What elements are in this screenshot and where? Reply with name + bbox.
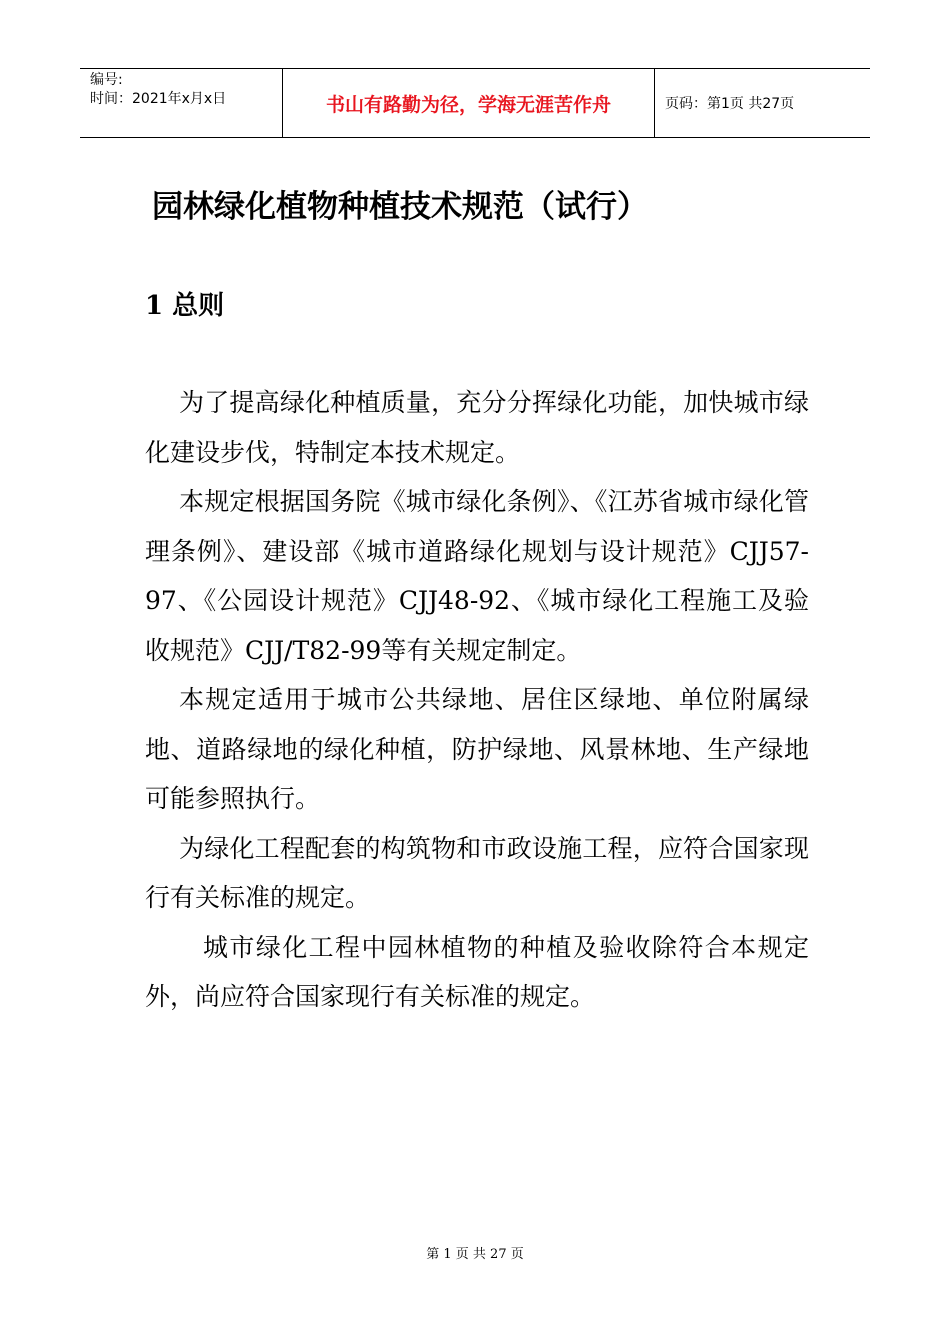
header-page-info: 页码：第1页 共27页	[665, 96, 795, 112]
paragraph: 为绿化工程配套的构筑物和市政设施工程，应符合国家现行有关标准的规定。	[145, 833, 809, 912]
paragraph: 为了提高绿化种植质量，充分分挥绿化功能，加快城市绿化建设步伐，特制定本技术规定。	[145, 388, 809, 467]
document-title: 园林绿化植物种植技术规范（试行）	[152, 189, 648, 225]
document-date-label: 时间：2021年x月x日	[90, 91, 227, 107]
document-header	[80, 68, 870, 138]
header-motto: 书山有路勤为径，学海无涯苦作舟	[325, 93, 611, 116]
header-motto-cell	[282, 69, 655, 137]
document-number-label: 编号:	[90, 72, 123, 88]
section-heading: 1 总则	[145, 291, 225, 321]
paragraph: 本规定根据国务院《城市绿化条例》、《江苏省城市绿化管理条例》、建设部《城市道路绿化规划与设计规范》CJJ57-97、《公园设计规范》CJJ48-92、《城市绿化工程施工及验收规范》CJJ/T82-99等有关规定制定。	[145, 487, 809, 665]
document-body	[145, 378, 809, 1022]
paragraph: 城市绿化工程中园林植物的种植及验收除符合本规定外，尚应符合国家现行有关标准的规定。	[145, 932, 809, 1011]
header-page-cell	[655, 69, 870, 137]
header-meta-cell	[80, 69, 282, 137]
page-footer: 第 1 页 共 27 页	[426, 1247, 524, 1262]
paragraph: 本规定适用于城市公共绿地、居住区绿地、单位附属绿地、道路绿地的绿化种植，防护绿地、风景林地、生产绿地可能参照执行。	[145, 685, 809, 813]
